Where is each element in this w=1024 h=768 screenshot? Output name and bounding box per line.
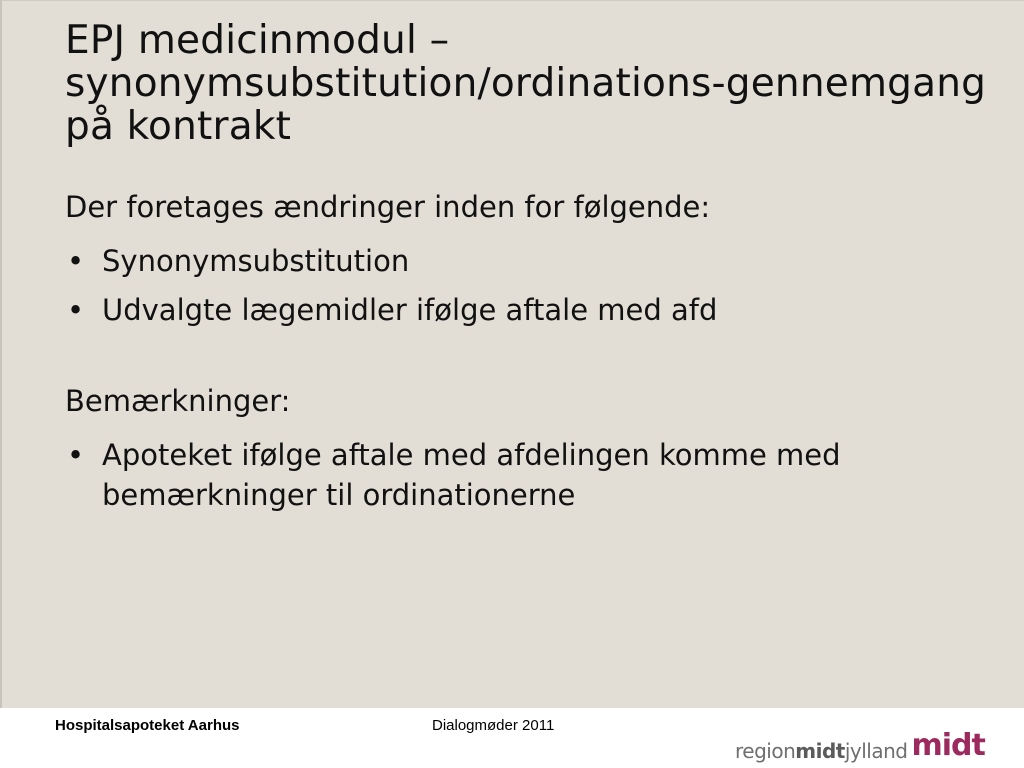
list-item-text: Apoteket ifølge aftale med afdelingen komme med bemærkninger til ordinationerne <box>102 438 841 512</box>
logo-text-midt: midt <box>795 739 845 763</box>
spacer <box>65 339 965 381</box>
list-item-text: Udvalgte lægemidler ifølge aftale med afd <box>102 293 718 327</box>
bullet-icon: • <box>67 244 85 278</box>
changes-list <box>65 241 965 330</box>
remarks-list <box>65 435 965 515</box>
logo-mark: midt <box>911 728 985 763</box>
slide-body <box>65 187 965 524</box>
bullet-icon: • <box>67 438 85 472</box>
footer-organization: Hospitalsapoteket Aarhus <box>55 717 240 734</box>
slide-footer <box>0 708 1024 768</box>
list-item <box>65 435 965 515</box>
footer-event: Dialogmøder 2011 <box>432 717 555 734</box>
region-midtjylland-logo <box>735 728 985 762</box>
list-item <box>65 241 965 281</box>
remarks-heading: Bemærkninger: <box>65 384 291 418</box>
list-item <box>65 290 965 330</box>
bullet-icon: • <box>67 293 85 327</box>
list-item-text: Synonymsubstitution <box>102 244 410 278</box>
intro-text: Der foretages ændringer inden for følgende: <box>65 190 711 224</box>
logo-text-jylland: jylland <box>844 739 908 763</box>
logo-text-region: region <box>735 739 796 763</box>
slide-title: EPJ medicinmodul – synonymsubstitution/ordinations-gennemgang på kontrakt <box>65 18 987 149</box>
